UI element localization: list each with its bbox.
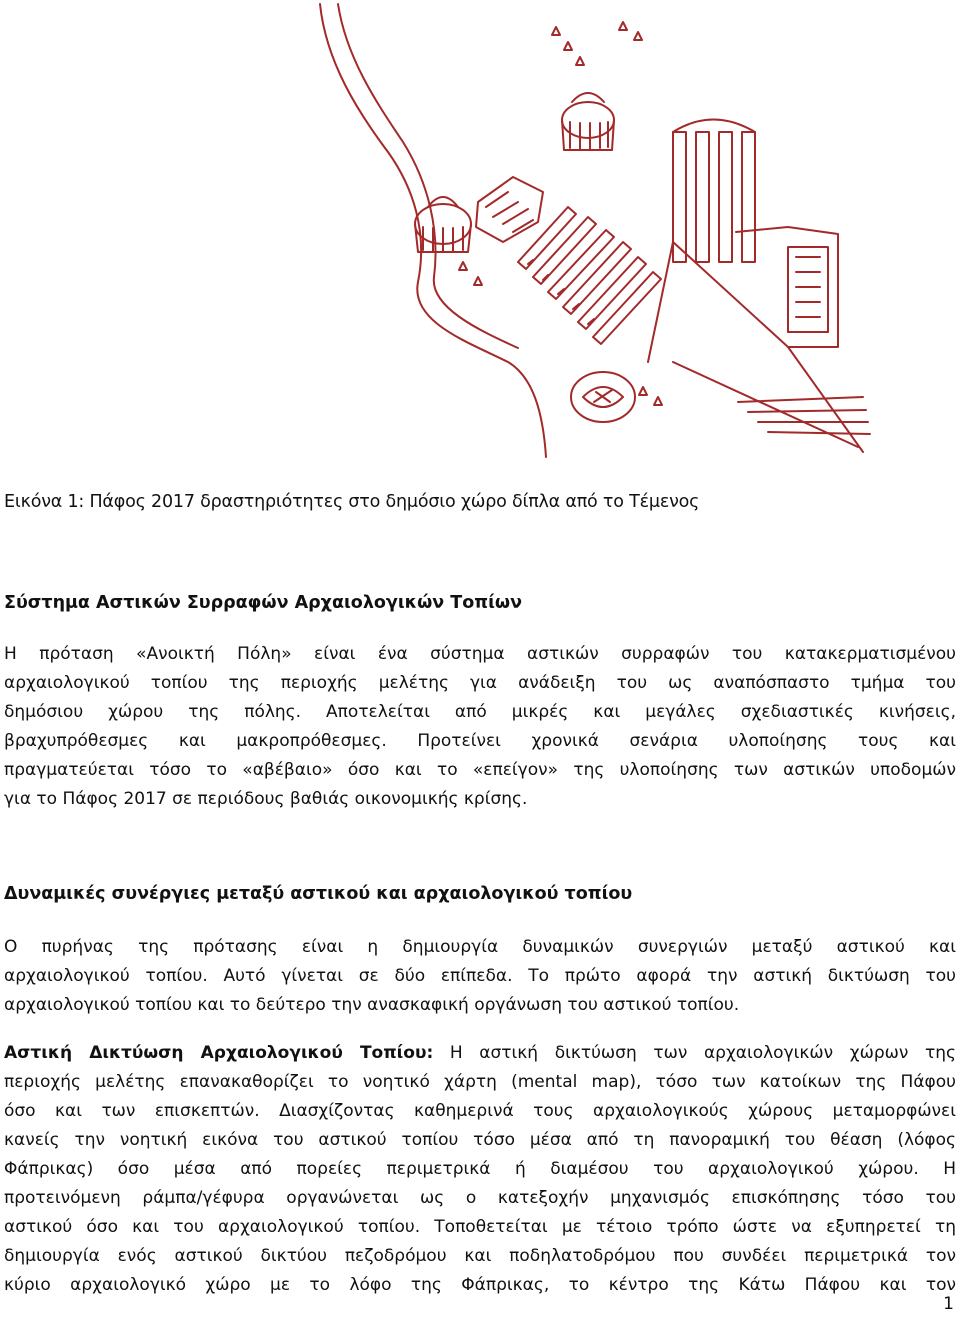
paragraph-line: περιοχής μελέτης επανακαθορίζει το νοητικό χάρτη (mental map), τόσο των κατοίκων της Πάφου [4,1072,956,1092]
paragraph-line: Ο πυρήνας της πρότασης είναι η δημιουργία δυναμικών συνεργιών μεταξύ αστικού και [4,937,956,957]
paragraph-line: πραγματεύεται τόσο το «αβέβαιο» όσο και το «επείγον» της υλοποίησης των αστικών υποδομών [4,760,956,780]
paragraph-line: αστικού όσο και του αρχαιολογικού τοπίου. Τοποθετείται με τέτοιο τρόπο ώστε να εξυπηρετεί τη [4,1217,956,1237]
domed-building-top [562,93,614,150]
figure-caption: Εικόνα 1: Πάφος 2017 δραστηριότητες στο δημόσιο χώρο δίπλα από το Τέμενος [4,492,700,512]
hatched-strip [738,397,870,434]
paragraph-line: κανείς την νοητική εικόνα του αστικού τοπίου τόσο μέσα από τη πανοραμική του θέαση (λόφος [4,1130,956,1150]
section-heading: Δυναμικές συνέργιες μεταξύ αστικού και αρχαιολογικού τοπίου [4,884,633,904]
paragraph-line: όσο και των επισκεπτών. Διασχίζοντας καθημερινά τους αρχαιολογικούς χώρους μεταμορφώνει [4,1101,956,1121]
paragraph-line: βραχυπρόθεσμες και μακροπρόθεσμες. Προτείνει χρονικά σενάρια υλοποίησης τους και [4,731,956,751]
runin-rest: Η αστική δικτύωση των αρχαιολογικών χώρων της [433,1043,956,1063]
round-feature [571,372,635,422]
page-number: 1 [943,1294,954,1314]
paragraph-line [4,1039,956,1068]
vertical-stalls [673,120,755,263]
section-heading: Σύστημα Αστικών Συρραφών Αρχαιολογικών Τοπίων [4,593,523,613]
paragraph-line: για το Πάφος 2017 σε περιόδους βαθιάς οικονομικής κρίσης. [4,789,528,809]
paragraph-line: προτεινόμενη ράμπα/γέφυρα οργανώνεται ως ο κατεξοχήν μηχανισμός επισκόπησης τόσο του [4,1188,956,1208]
right-building [736,227,838,347]
tree-marks [459,22,662,405]
site-sketch-illustration [318,2,878,462]
paragraph-line: κύριο αρχαιολογικό χώρο με το λόφο της Φάπρικας, το κέντρο της Κάτω Πάφου και τον [4,1275,956,1295]
section-paragraph [4,640,956,814]
paragraph-line: αρχαιολογικού τοπίου και το δεύτερο την ανασκαφική οργάνωση του αστικού τοπίου. [4,995,740,1015]
winding-path-inner [338,4,518,348]
section-paragraph [4,933,956,1020]
stall-rows [518,207,661,344]
domed-building-left [415,197,471,252]
paragraph-line: Φάπρικας) όσο μέσα από πορείες περιμετρικά ή διαμέσου του αρχαιολογικού χώρου. Η [4,1159,956,1179]
paragraph-line: δημιουργία ενός αστικού δικτύου πεζοδρόμου και ποδηλατοδρόμου που συνδέει περιμετρικά τον [4,1246,956,1266]
paragraph-line: δημόσιου χώρου της πόλης. Αποτελείται από μικρές και μεγάλες σχεδιαστικές κινήσεις, [4,702,956,722]
section-paragraph [4,1039,956,1300]
block-building [476,177,543,242]
paragraph-line: αρχαιολογικού τοπίου της περιοχής μελέτης για ανάδειξη του ως αναπόσπαστο τμήμα του [4,673,956,693]
runin-heading: Αστική Δικτύωση Αρχαιολογικού Τοπίου: [4,1043,434,1063]
paragraph-line: αρχαιολογικού τοπίου. Αυτό γίνεται σε δύο επίπεδα. Το πρώτο αφορά την αστική δικτύωση του [4,966,956,986]
paragraph-line: Η πρόταση «Ανοικτή Πόλη» είναι ένα σύστημα αστικών συρραφών του κατακερματισμένου [4,644,956,664]
